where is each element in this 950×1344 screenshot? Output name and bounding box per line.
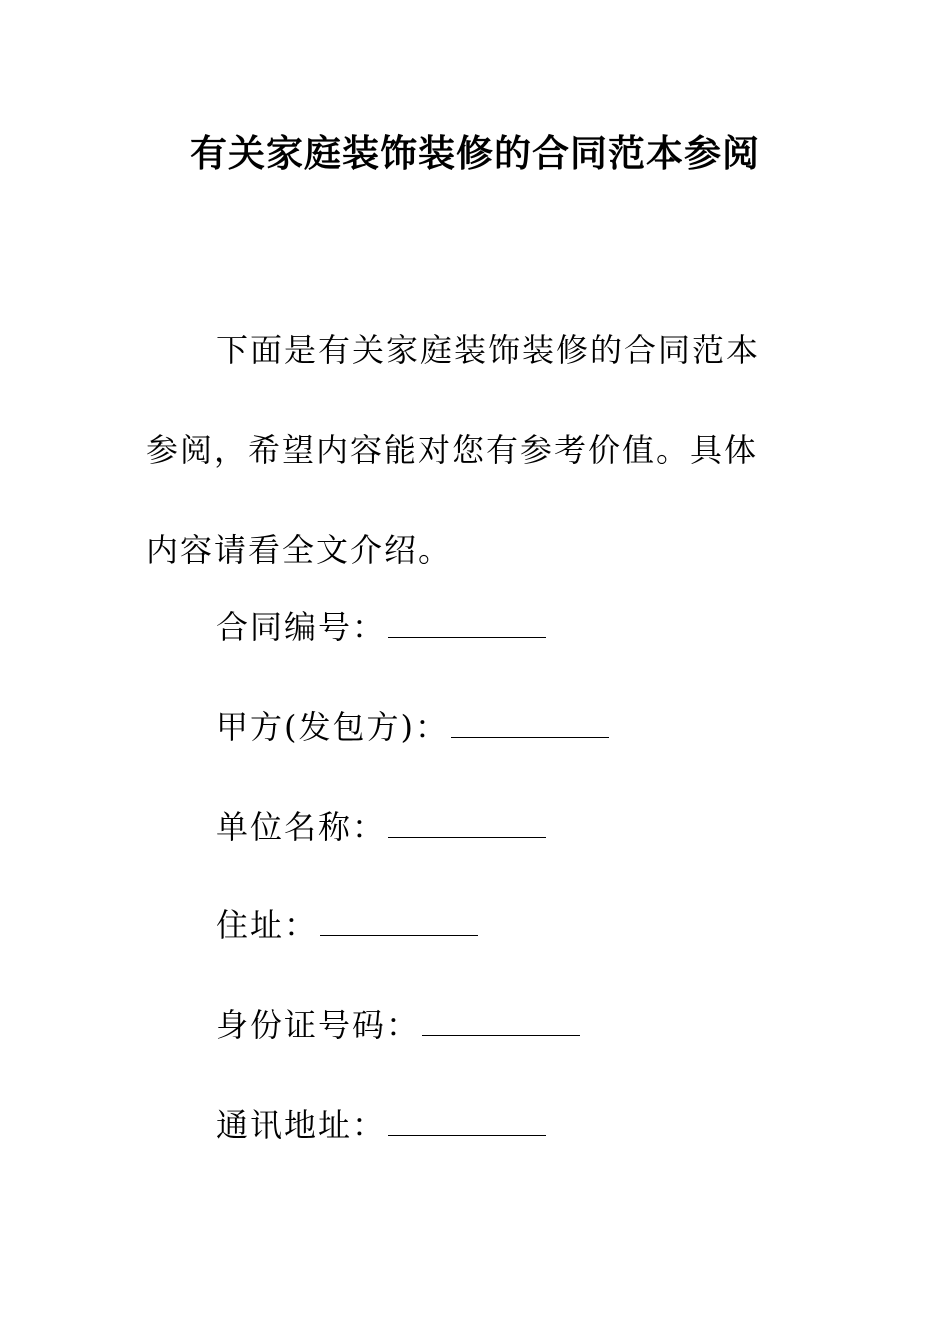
blank-line[interactable] [388, 807, 546, 838]
blank-line[interactable] [422, 1005, 580, 1036]
field-address [216, 900, 478, 950]
field-label: 通讯地址： [216, 1106, 387, 1144]
field-party-a [216, 702, 609, 752]
blank-line[interactable] [320, 905, 478, 936]
field-mailing-address [216, 1100, 546, 1150]
blank-line[interactable] [388, 1105, 546, 1136]
field-label: 身份证号码： [216, 1006, 421, 1044]
field-unit-name [216, 802, 546, 852]
field-label: 住址： [216, 906, 319, 944]
field-contract-number [216, 602, 546, 652]
field-label: 单位名称： [216, 808, 387, 846]
field-label: 甲方(发包方)： [216, 708, 449, 746]
blank-line[interactable] [388, 607, 546, 638]
field-label: 合同编号： [216, 608, 387, 646]
document-title: 有关家庭装饰装修的合同范本参阅 [190, 132, 760, 175]
blank-line[interactable] [451, 707, 609, 738]
intro-paragraph: 下面是有关家庭装饰装修的合同范本参阅，希望内容能对您有参考价值。具体内容请看全文介绍。 [146, 331, 761, 569]
field-id-number [216, 1000, 580, 1050]
